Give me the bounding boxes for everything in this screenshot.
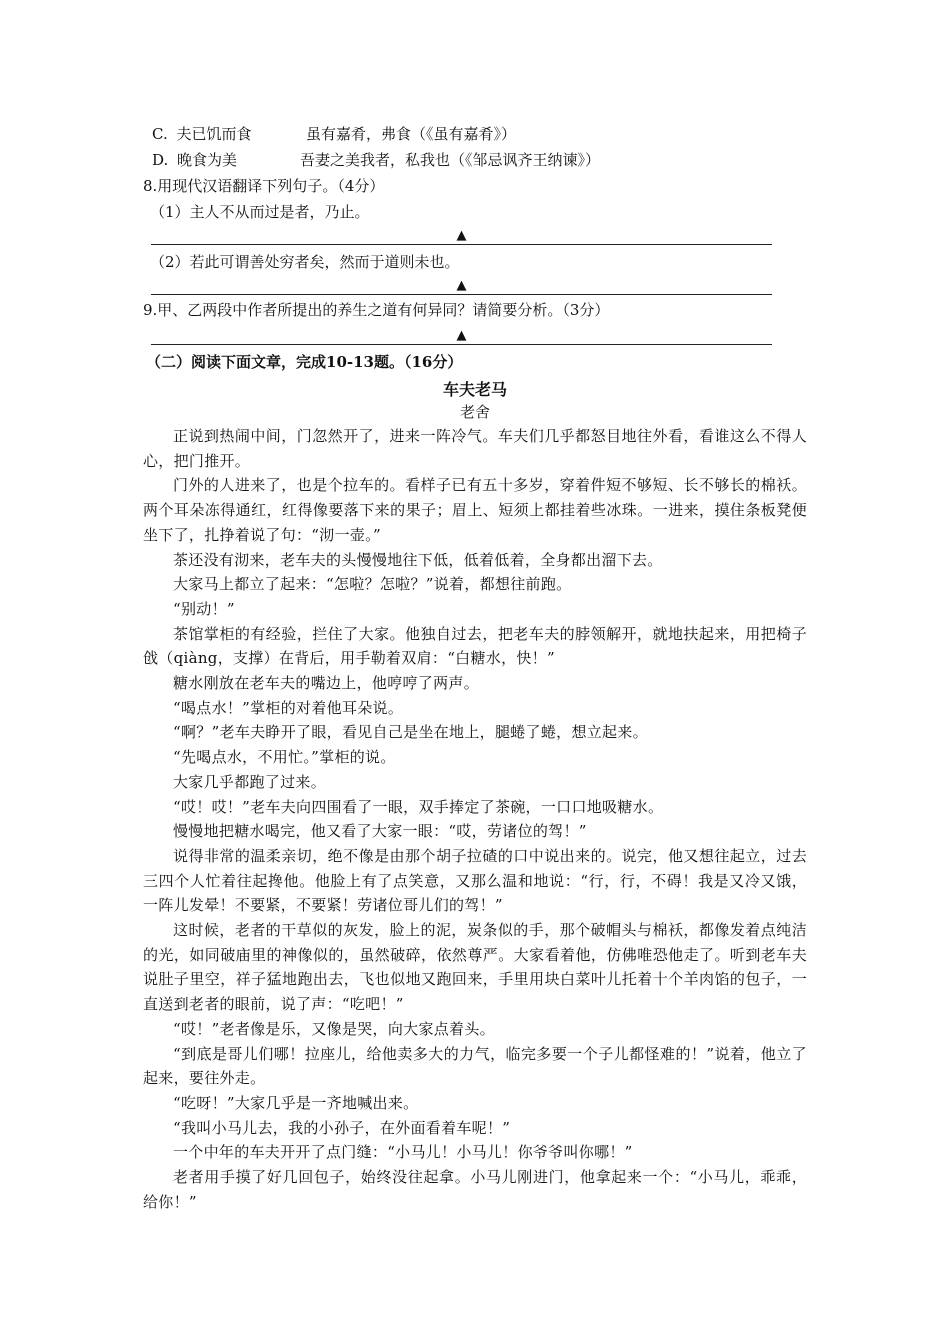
option-d-left: 晚食为美 [177,151,238,169]
article-paragraph: “我叫小马儿去，我的小孙子，在外面看着车呢！” [173,1118,511,1137]
article-paragraph: 茶还没有沏来，老车夫的头慢慢地往下低，低着低着，全身都出溜下去。 [173,550,663,569]
answer-line-2[interactable] [151,270,772,295]
article-paragraph: 正说到热闹中间，门忽然开了，进来一阵冷气。车夫们几乎都怒目地往外看，看谁这么不得人心，把门推开。 [143,427,807,470]
article-paragraph: “先喝点水，不用忙。”掌柜的说。 [173,748,396,767]
article-paragraph: “哎！哎！”老车夫向四围看了一眼，双手捧定了茶碗，一口口地吸糖水。 [173,797,664,816]
answer-line-1[interactable] [151,220,772,245]
option-c [152,124,517,144]
article-paragraph: “到底是哥儿们哪！拉座儿，给他卖多大的力气，临完多要一个子儿都怪难的！”说着，他立了起来，要往外走。 [143,1044,807,1088]
article-paragraph: 门外的人进来了，也是个拉车的。看样子已有五十多岁，穿着件短不够短、长不够长的棉袄。两个耳朵冻得通红，红得像要落下来的果子；眉上、短须上都挂着些冰珠。一进来，摸住条板凳便坐下了，扎挣着说了句：“沏一壶。” [143,476,807,544]
article-paragraph: 这时候，老者的干草似的灰发，脸上的泥，炭条似的手，那个破帽头与棉袄，都像发着点纯洁的光，如同破庙里的神像似的，虽然破碎，依然尊严。大家看着他，仿佛唯恐他走了。听到老车夫说肚子里空，祥子猛地跑出去，飞也似地又跑回来，手里用块白菜叶儿托着十个羊肉馅的包子，一直送到老者的眼前，说了声：“吃吧！” [143,921,807,1014]
article-paragraph: 大家马上都立了起来：“怎啦？怎啦？”说着，都想往前跑。 [173,575,572,594]
article-paragraph: “哎！”老者像是乐，又像是哭，向大家点着头。 [173,1019,495,1038]
answer-mark-icon: ▲ [456,278,467,293]
article-paragraph: 糖水刚放在老车夫的嘴边上，他哼哼了两声。 [173,674,480,693]
option-d-label: D. [152,151,169,169]
option-c-right: 虽有嘉肴，弗食（《虽有嘉肴》） [306,125,517,143]
answer-mark-icon: ▲ [456,228,467,243]
article-title: 车夫老马 [442,380,507,399]
article-body [143,424,807,1215]
article-author: 老舍 [459,403,490,421]
article-paragraph: 说得非常的温柔亲切，绝不像是由那个胡子拉碴的口中说出来的。说完，他又想往起立，过去三四个人忙着往起搀他。他脸上有了点笑意，又那么温和地说：“行，行，不碍！我是又冷又饿，一阵儿发晕！不要紧，不要紧！劳诸位哥儿们的驾！” [143,846,807,915]
option-d [152,150,601,170]
answer-line-3[interactable] [151,320,772,345]
article-paragraph: 慢慢地把糖水喝完，他又看了大家一眼：“哎，劳诸位的驾！” [173,822,587,841]
option-d-right: 吾妻之美我者，私我也（《邹忌讽齐王纳谏》） [300,151,601,169]
option-c-left: 夫已饥而食 [176,125,252,143]
article-paragraph: “喝点水！”掌柜的对着他耳朵说。 [173,698,404,717]
article-paragraph: “啊？”老车夫睁开了眼，看见自己是坐在地上，腿蜷了蜷，想立起来。 [173,723,648,742]
q8-item-2: （2）若此可谓善处穷者矣，然而于道则未也。 [150,253,460,271]
article-paragraph: 大家几乎都跑了过来。 [173,772,327,791]
section-2-heading: （二）阅读下面文章，完成10-13题。（16分） [146,353,463,371]
q8-item-1: （1）主人不从而过是者，乃止。 [150,203,370,221]
article-paragraph: “吃呀！”大家几乎是一齐地喊出来。 [173,1093,419,1112]
q9-stem: 9.甲、乙两段中作者所提出的养生之道有何异同？请简要分析。（3分） [143,301,610,319]
answer-mark-icon: ▲ [456,328,467,343]
q8-stem: 8.用现代汉语翻译下列句子。（4分） [143,177,385,195]
article-paragraph: 老者用手摸了好几回包子，始终没往起拿。小马儿刚进门，他拿起来一个：“小马儿，乖乖，给你！” [143,1168,807,1211]
article-paragraph: “别动！” [173,599,235,618]
option-c-label: C. [152,125,168,143]
article-paragraph: 茶馆掌柜的有经验，拦住了大家。他独自过去，把老车夫的脖领解开，就地扶起来，用把椅子戗（qiàng，支撑）在背后，用手勒着双肩：“白糖水，快！” [143,624,807,668]
article-paragraph: 一个中年的车夫开开了点门缝：“小马儿！小马儿！你爷爷叫你哪！” [173,1143,633,1162]
